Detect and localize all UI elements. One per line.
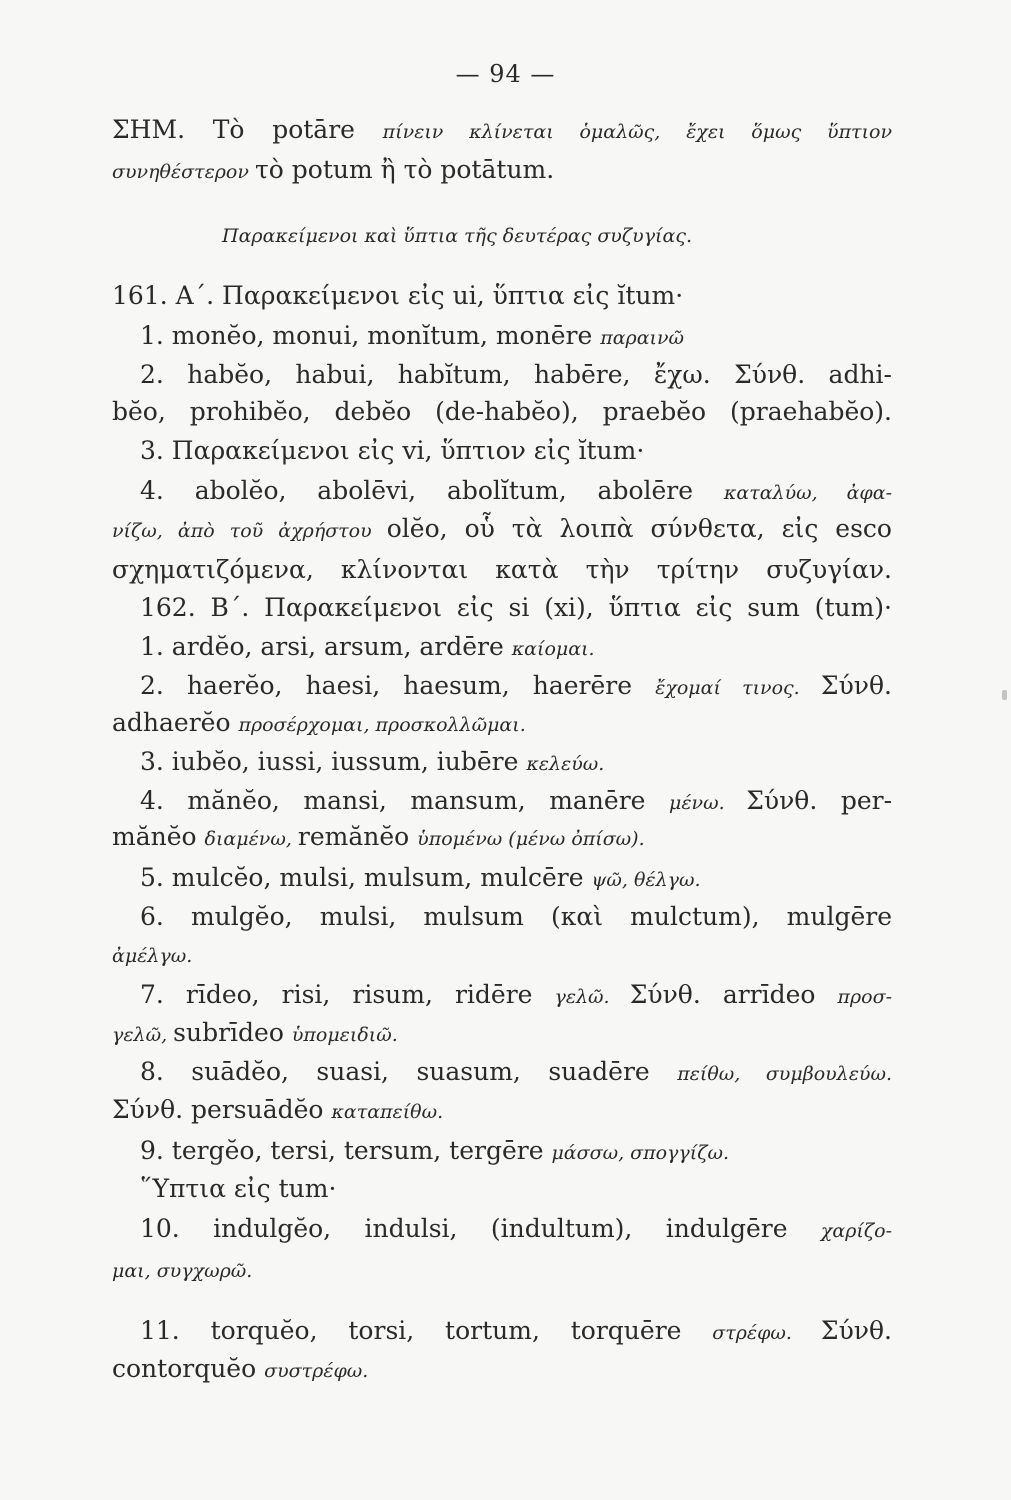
text-line: [140, 320, 892, 354]
text-line: [112, 1253, 892, 1287]
latin-text: 2. haerĕo, haesi, haesum, haerēre: [140, 671, 656, 700]
latin-text: mănĕo: [112, 822, 205, 851]
latin-text: 4. abolĕo, abolēvi, abolĭtum, abolēre: [140, 476, 724, 505]
latin-text: σχηματιζόμενα, κλίνονται κατὰ τὴν τρίτην συζυγίαν.: [112, 555, 892, 584]
latin-text: 162. Β΄. Παρακείμενοι εἰς si (xi), ὕπτια εἰς sum (tum)·: [140, 593, 892, 622]
text-line: [112, 821, 892, 855]
greek-gloss: κελεύω.: [526, 753, 605, 775]
latin-text: Σύνθ. per-: [746, 786, 893, 815]
greek-gloss: ὑπομειδιῶ.: [291, 1024, 398, 1046]
margin-mark: [1002, 690, 1007, 700]
latin-text: 1. monĕo, monui, monĭtum, monēre: [140, 321, 601, 350]
page-number: — 94 —: [455, 60, 556, 88]
greek-gloss: παραινῶ: [600, 327, 685, 349]
greek-gloss: γελῶ,: [112, 1024, 174, 1046]
greek-gloss: προσ-: [837, 986, 892, 1008]
latin-text: 6. mulgĕo, mulsi, mulsum (καὶ mulctum), mulgēre: [140, 902, 892, 931]
latin-text: 1. ardĕo, arsi, arsum, ardēre: [140, 632, 512, 661]
greek-gloss: καταπείθω.: [331, 1101, 444, 1123]
text-line: [112, 1094, 892, 1128]
greek-gloss: νίζω, ἀπὸ τοῦ ἀχρήστου: [112, 520, 387, 542]
text-line: [140, 435, 892, 467]
text-line: [112, 554, 892, 586]
section-heading: [222, 220, 692, 252]
text-line: [112, 1353, 892, 1387]
latin-text: Σύνθ. arrīdeo: [629, 980, 838, 1009]
greek-gloss: πείθω, συμβουλεύω.: [677, 1063, 893, 1085]
greek-gloss: μάσσω, σπογγίζω.: [551, 1142, 730, 1164]
greek-gloss: Παρακείμενοι καὶ ὕπτια τῆς δευτέρας συζυγίας.: [222, 225, 693, 247]
latin-text: 3. Παρακείμενοι εἰς vi, ὕπτιον εἰς ĭtum·: [140, 436, 645, 465]
greek-gloss: πίνειν κλίνεται ὁμαλῶς, ἔχει ὅμως ὕπτιον: [382, 121, 893, 143]
greek-gloss: ψῶ, θέλγω.: [591, 869, 701, 891]
greek-gloss: μαι, συγχωρῶ.: [112, 1260, 253, 1282]
latin-text: olĕo, οὗ τὰ λοιπὰ σύνθετα, εἰς esco: [386, 514, 892, 543]
text-line: [140, 359, 892, 391]
text-line: [140, 670, 892, 704]
latin-text: ῞Υπτια εἰς tum·: [140, 1174, 337, 1203]
text-line: [140, 901, 892, 933]
greek-gloss: συνηθέστερον: [112, 161, 255, 183]
greek-gloss: καταλύω, ἀφα-: [723, 482, 892, 504]
text-line: [140, 631, 892, 665]
greek-gloss: χαρίζο-: [820, 1220, 892, 1242]
latin-text: contorquĕo: [112, 1354, 265, 1383]
text-line: [140, 475, 892, 509]
greek-gloss: στρέφω.: [712, 1322, 821, 1344]
latin-text: bĕo, prohibĕo, debĕo (de-habĕo), praebĕo (praehabĕo).: [112, 397, 892, 426]
latin-text: ΣΗΜ. Τὸ potāre: [112, 115, 383, 144]
greek-gloss: διαμένω,: [204, 828, 298, 850]
latin-text: 11. torquĕo, torsi, tortum, torquēre: [140, 1316, 713, 1345]
text-line: [140, 1173, 892, 1205]
text-line: [140, 592, 892, 624]
latin-text: 7. rīdeo, risi, risum, ridēre: [140, 980, 555, 1009]
latin-text: 2. habĕo, habui, habĭtum, habēre, ἔχω. Σύνθ. adhi-: [140, 360, 892, 389]
text-line: [112, 938, 892, 972]
latin-text: 4. mănĕo, mansi, mansum, manēre: [140, 786, 669, 815]
latin-text: 9. tergĕo, tersi, tersum, tergēre: [140, 1136, 552, 1165]
latin-text: 161. Α΄. Παρακείμενοι εἰς ui, ὕπτια εἰς ĭtum·: [112, 281, 684, 310]
latin-text: subrīdeo: [173, 1018, 292, 1047]
latin-text: adhaerĕo: [112, 708, 239, 737]
greek-gloss: ἔχομαί τινος.: [655, 677, 821, 699]
latin-text: Σύνθ.: [820, 671, 892, 700]
text-line: [112, 1017, 892, 1051]
text-line: [112, 154, 892, 188]
greek-gloss: γελῶ.: [554, 986, 630, 1008]
text-line: [140, 1315, 892, 1349]
greek-gloss: ἀμέλγω.: [112, 945, 193, 967]
latin-text: remănĕo: [297, 822, 418, 851]
text-line: [112, 513, 892, 547]
latin-text: 10. indulgĕo, indulsi, (indultum), indulgēre: [140, 1214, 821, 1243]
text-line: [112, 280, 892, 312]
text-line: [112, 396, 892, 428]
text-line: [140, 1213, 892, 1247]
greek-gloss: συστρέφω.: [264, 1360, 369, 1382]
text-line: [140, 979, 892, 1013]
latin-text: 3. iubĕo, iussi, iussum, iubēre: [140, 747, 527, 776]
greek-gloss: προσέρχομαι, προσκολλῶμαι.: [238, 714, 526, 736]
greek-gloss: ὑπομένω (μένω ὀπίσω).: [417, 828, 645, 850]
latin-text: τὸ potum ἢ τὸ potātum.: [254, 155, 555, 184]
latin-text: Σύνθ.: [820, 1316, 892, 1345]
latin-text: 5. mulcĕo, mulsi, mulsum, mulcēre: [140, 863, 592, 892]
text-line: [140, 1135, 892, 1169]
text-line: [140, 785, 892, 819]
text-line: [140, 746, 892, 780]
greek-gloss: καίομαι.: [511, 638, 595, 660]
text-line: [140, 1056, 892, 1090]
latin-text: 8. suādĕo, suasi, suasum, suadēre: [140, 1057, 678, 1086]
text-line: [140, 862, 892, 896]
text-line: [112, 707, 892, 741]
greek-gloss: μένω.: [668, 792, 747, 814]
text-line: [112, 114, 892, 148]
latin-text: Σύνθ. persuādĕo: [112, 1095, 332, 1124]
